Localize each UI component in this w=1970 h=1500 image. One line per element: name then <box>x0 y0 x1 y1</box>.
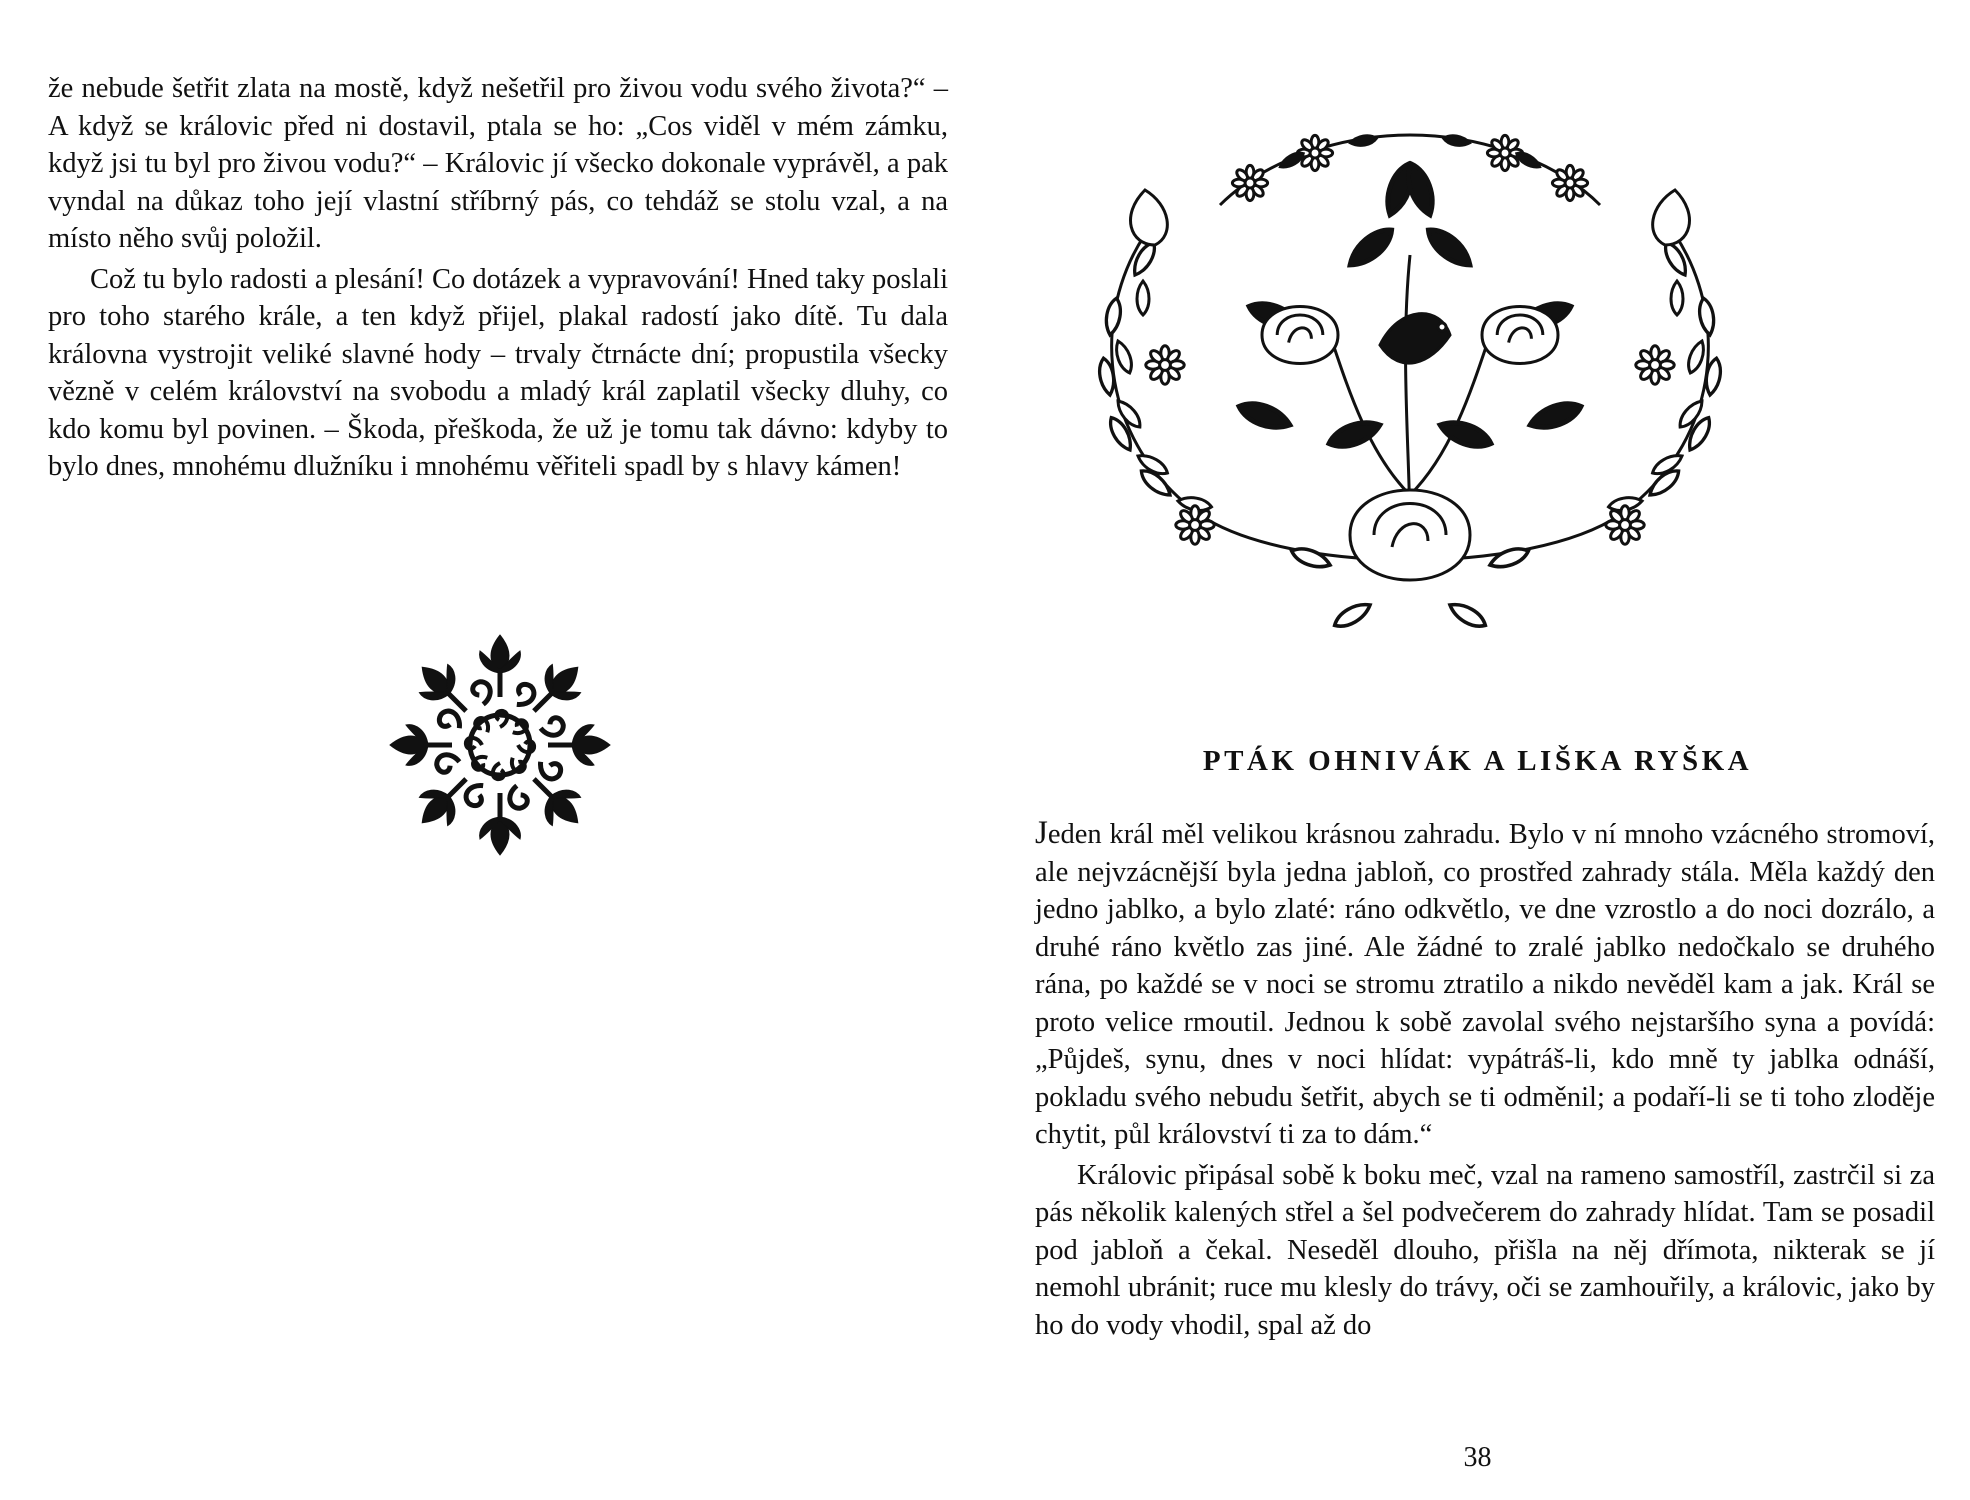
floral-wreath-illustration <box>1050 95 1770 655</box>
story-title: PTÁK OHNIVÁK A LIŠKA RYŠKA <box>1202 745 1753 777</box>
right-page <box>985 0 1970 1500</box>
page-number: 38 <box>1463 1442 1492 1473</box>
paragraph-text: eden král měl velikou krásnou zahradu. Bylo v ní mnoho vzácného stromoví, ale nejvzácnější byla jedna jabloň, co prostřed zahrady stála. Měla každý den jedno jablko, a bylo zlaté: ráno odkvětlo, ve dne vzrostlo a do noci dozrálo, a druhé ráno květlo zas jiné. Ale žádné to zralé jablko nedočkalo se druhého rána, po každé se v noci se stromu ztratilo a nikdo nevěděl kam a jak. Král se proto velice rmoutil. Jednou k sobě zavolal svého nejstaršího syna a povídá: „Půjdeš, synu, dnes v noci hlídat: vypátráš-li, kdo mně ty jablka odnáší, pokladu svého nebudu šetřit, abych se ti odměnil; a podaří-li se ti toho zloděje chytit, půl království ti za to dám.“ <box>1035 819 1935 1150</box>
paragraph: Královic připásal sobě k boku meč, vzal na rameno samostříl, zastrčil si za pás několik kalených střel a šel podvečerem do zahrady hlídat. Tam se posadil pod jabloň a čekal. Neseděl dlouho, přišla na něj dřímota, nikterak se jí nemohl ubránit; ruce mu klesly do trávy, oči se zamhouřily, a královic, jako by ho do vody vhodil, spal až do <box>1035 1159 1935 1341</box>
left-text-column <box>48 70 948 486</box>
right-text-column <box>1035 815 1935 1344</box>
paragraph: že nebude šetřit zlata na mostě, když nešetřil pro živou vodu svého života?“ – A když se královic před ni dostavil, ptala se ho: „Cos viděl v mém zámku, když jsi tu byl pro živou vodu?“ – Královic jí všecko dokonale vyprávěl, a pak vyndal na důkaz toho její vlastní stříbrný pás, co tehdáž se stolu vzal, a na místo něho svůj položil. <box>48 73 948 254</box>
drop-cap: J <box>1035 815 1048 851</box>
opening-paragraph <box>1035 815 1935 1154</box>
folk-rosette-ornament <box>385 625 615 865</box>
paragraph: Což tu bylo radosti a plesání! Co dotázek a vypravování! Hned taky poslali pro toho starého krále, a ten když přijel, plakal radostí jako dítě. Tu dala královna vystrojit veliké slavné hody – trvaly čtrnácte dní; propustila všecky vězně v celém království na svobodu a mladý král zaplatil všecky dluhy, co kdo komu byl povinen. – Škoda, přeškoda, že už je tomu tak dávno: kdyby to bylo dnes, mnohému dlužníku i mnohému věřiteli spadl by s hlavy kámen! <box>48 263 948 482</box>
